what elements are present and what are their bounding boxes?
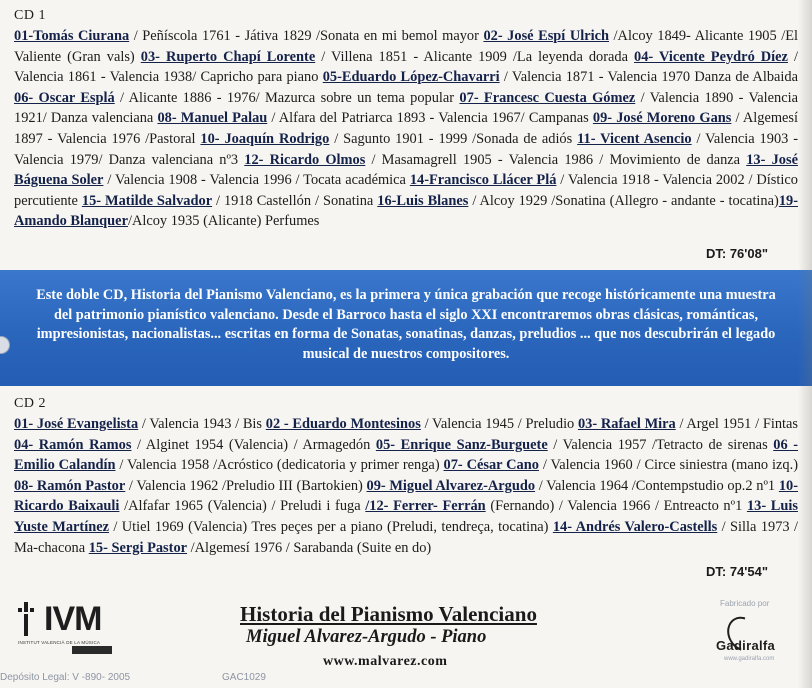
track-info: /Alcoy 1849- Alicante 1905 /El Valiente (Gran vals)	[14, 28, 798, 65]
track-info: / Peñíscola 1761 - Játiva 1829 /Sonata en mi bemol mayor	[129, 28, 484, 44]
cd2-tracklist	[14, 414, 798, 558]
track-info: / Valencia 1903 - Valencia 1979/ Danza valenciana nº3	[14, 130, 799, 168]
composer-name: 13- José Báguena Soler	[14, 151, 798, 189]
composer-name: 01-Tomás Ciurana	[14, 28, 130, 44]
catalog-number: GAC1029	[222, 672, 266, 683]
track-info: / Valencia 1918 - Valencia 2002 / Dístico percutiente	[14, 172, 798, 209]
track-info: / Valencia 1957 /Tetracto de sirenas	[547, 436, 774, 453]
composer-name: 02- José Espí Ulrich	[483, 28, 610, 44]
track-info: / Valencia 1958 /Acróstico (dedicatoria y primer renga)	[115, 457, 444, 474]
track-info: / Valencia 1890 - Valencia 1921/ Danza valenciana	[14, 89, 798, 127]
cd1-section	[0, 6, 812, 268]
track-info: / Valencia 1962 /Preludio III (Bartokien)	[125, 477, 367, 494]
track-info: / Valencia 1908 - Valencia 1996 / Tocata académica	[103, 172, 410, 189]
footer	[0, 594, 812, 688]
composer-name: 05- Enrique Sanz-Burguete	[375, 436, 548, 453]
track-info: / Sagunto 1901 - 1999 /Sonada de adiós	[329, 130, 578, 147]
track-info: / Algemesí 1897 - Valencia 1976 /Pastoral	[14, 110, 799, 147]
composer-name: 03- Rafael Mira	[577, 416, 676, 432]
composer-name: 10- Joaquín Rodrigo	[200, 130, 330, 147]
track-info: / Valencia 1861 - Valencia 1938/ Capricho para piano	[14, 48, 798, 86]
composer-name: 07- Francesc Cuesta Gómez	[459, 89, 636, 106]
composer-name: 13- Luis Yuste Martínez	[14, 498, 798, 535]
edge-shadow	[798, 0, 812, 688]
ivm-subtitle: INSTITUT VALENCIÀ DE LA MÚSICA	[18, 640, 101, 645]
composer-name: 05-Eduardo López-Chavarri	[322, 69, 500, 86]
gadiralfa-logo	[716, 616, 796, 662]
track-info: / Valencia 1871 - Valencia 1970 Danza de Albaida	[499, 69, 798, 86]
track-info: / Valencia 1945 / Preludio	[420, 416, 578, 432]
composer-name: 12- Ricardo Olmos	[244, 151, 366, 168]
composer-name: 09- José Moreno Gans	[592, 110, 732, 127]
fabricator-web: www.gadiralfa.com	[724, 656, 775, 662]
ivm-logo	[18, 602, 138, 658]
track-info: / Alfara del Patriarca 1893 - Valencia 1967/ Campanas	[267, 110, 593, 127]
legal-deposit: Depósito Legal: V -890- 2005	[0, 672, 131, 683]
fabricator-name: Gadiralfa	[716, 638, 776, 653]
track-info: / Villena 1851 - Alicante 1909 /La leyenda dorada	[315, 48, 635, 65]
ivm-mark-icon	[18, 602, 40, 636]
composer-name: 15- Matilde Salvador	[81, 192, 213, 209]
track-info: (Fernando) / Valencia 1966 / Entreacto nº1	[485, 498, 747, 515]
composer-name: 06- Oscar Esplá	[14, 89, 115, 106]
track-info: /Alcoy 1935 (Alicante) Perfumes	[127, 213, 320, 230]
cd2-section	[0, 394, 812, 592]
track-info: / Utiel 1969 (Valencia) Tres peçes per a piano (Preludi, tendreça, tocatina)	[108, 518, 553, 535]
composer-name: 09- Miguel Alvarez-Argudo	[366, 477, 536, 494]
composer-name: 10- Ricardo Baixauli	[14, 477, 798, 515]
track-info: / Argel 1951 / Fintas	[675, 416, 798, 432]
website-link[interactable]: www.malvarez.com	[323, 654, 448, 669]
ivm-badge	[72, 646, 112, 654]
composer-name: 01- José Evangelista	[14, 416, 139, 432]
cd2-label: CD 2	[14, 396, 46, 411]
ivm-logo-text: IVM	[44, 600, 102, 638]
composer-name: 08- Ramón Pastor	[14, 477, 126, 494]
cd1-duration: DT: 76'08"	[705, 246, 768, 261]
composer-name: /12- Ferrer- Ferrán	[365, 498, 486, 515]
track-info: / Masamagrell 1905 - Valencia 1986 / Movimiento de danza	[365, 151, 747, 168]
composer-name: 07- César Cano	[443, 457, 539, 474]
description-text: Este doble CD, Historia del Pianismo Valenciano, es la primera y única grabación que recoge históricamente una muestra del patrimonio pianístico valenciano. Desde el Barroco hasta el siglo XXI encontraremos obras clásicas, románticas, impresionistas, nacionalistas... escritas en forma de Sonatas, sonatinas, danzas, preludios ... que nos descubrirán el legado musical de nuestros compositores.	[36, 287, 776, 362]
composer-name: 11- Vicent Asencio	[577, 130, 692, 147]
cd1-tracklist	[14, 26, 798, 232]
composer-name: 06 - Emilio Calandín	[14, 436, 799, 474]
composer-name: 03- Ruperto Chapí Lorente	[140, 48, 316, 65]
album-title: Historia del Pianismo Valenciano	[240, 602, 537, 626]
track-info: /Alfafar 1965 (Valencia) / Preludi i fuga	[119, 498, 366, 515]
track-info: / Alginet 1954 (Valencia) / Armagedón	[131, 436, 376, 453]
composer-name: 14-Francisco Llácer Plá	[409, 172, 557, 189]
track-info: / 1918 Castellón / Sonatina	[212, 192, 378, 209]
track-info: / Valencia 1964 /Contempstudio op.2 nº1	[535, 477, 779, 494]
composer-name: 19-Amando Blanquer	[14, 192, 798, 230]
cd1-label: CD 1	[14, 8, 46, 23]
track-info: /Algemesí 1976 / Sarabanda (Suite en do)	[187, 539, 432, 556]
track-info: / Alcoy 1929 /Sonatina (Allegro - andante - tocatina)	[468, 192, 779, 209]
track-info: / Alicante 1886 - 1976/ Mazurca sobre un tema popular	[114, 89, 460, 106]
fabricado-label: Fabricado por	[720, 599, 770, 608]
track-info: / Valencia 1943 / Bis	[138, 416, 266, 432]
composer-name: 04- Ramón Ramos	[14, 436, 132, 453]
composer-name: 16-Luis Blanes	[377, 192, 469, 209]
composer-name: 08- Manuel Palau	[157, 110, 268, 127]
description-banner	[0, 270, 812, 386]
composer-name: 04- Vicente Peydró Díez	[634, 48, 788, 65]
track-info: / Valencia 1960 / Circe siniestra (mano izq.)	[538, 457, 798, 474]
cd2-duration: DT: 74'54"	[705, 564, 768, 579]
track-info: / Silla 1973 / Ma-chacona	[14, 518, 799, 556]
performer: Miguel Alvarez-Argudo - Piano	[246, 627, 487, 647]
composer-name: 02 - Eduardo Montesinos	[265, 416, 421, 432]
composer-name: 15- Sergi Pastor	[88, 539, 188, 556]
composer-name: 14- Andrés Valero-Castells	[552, 518, 718, 535]
